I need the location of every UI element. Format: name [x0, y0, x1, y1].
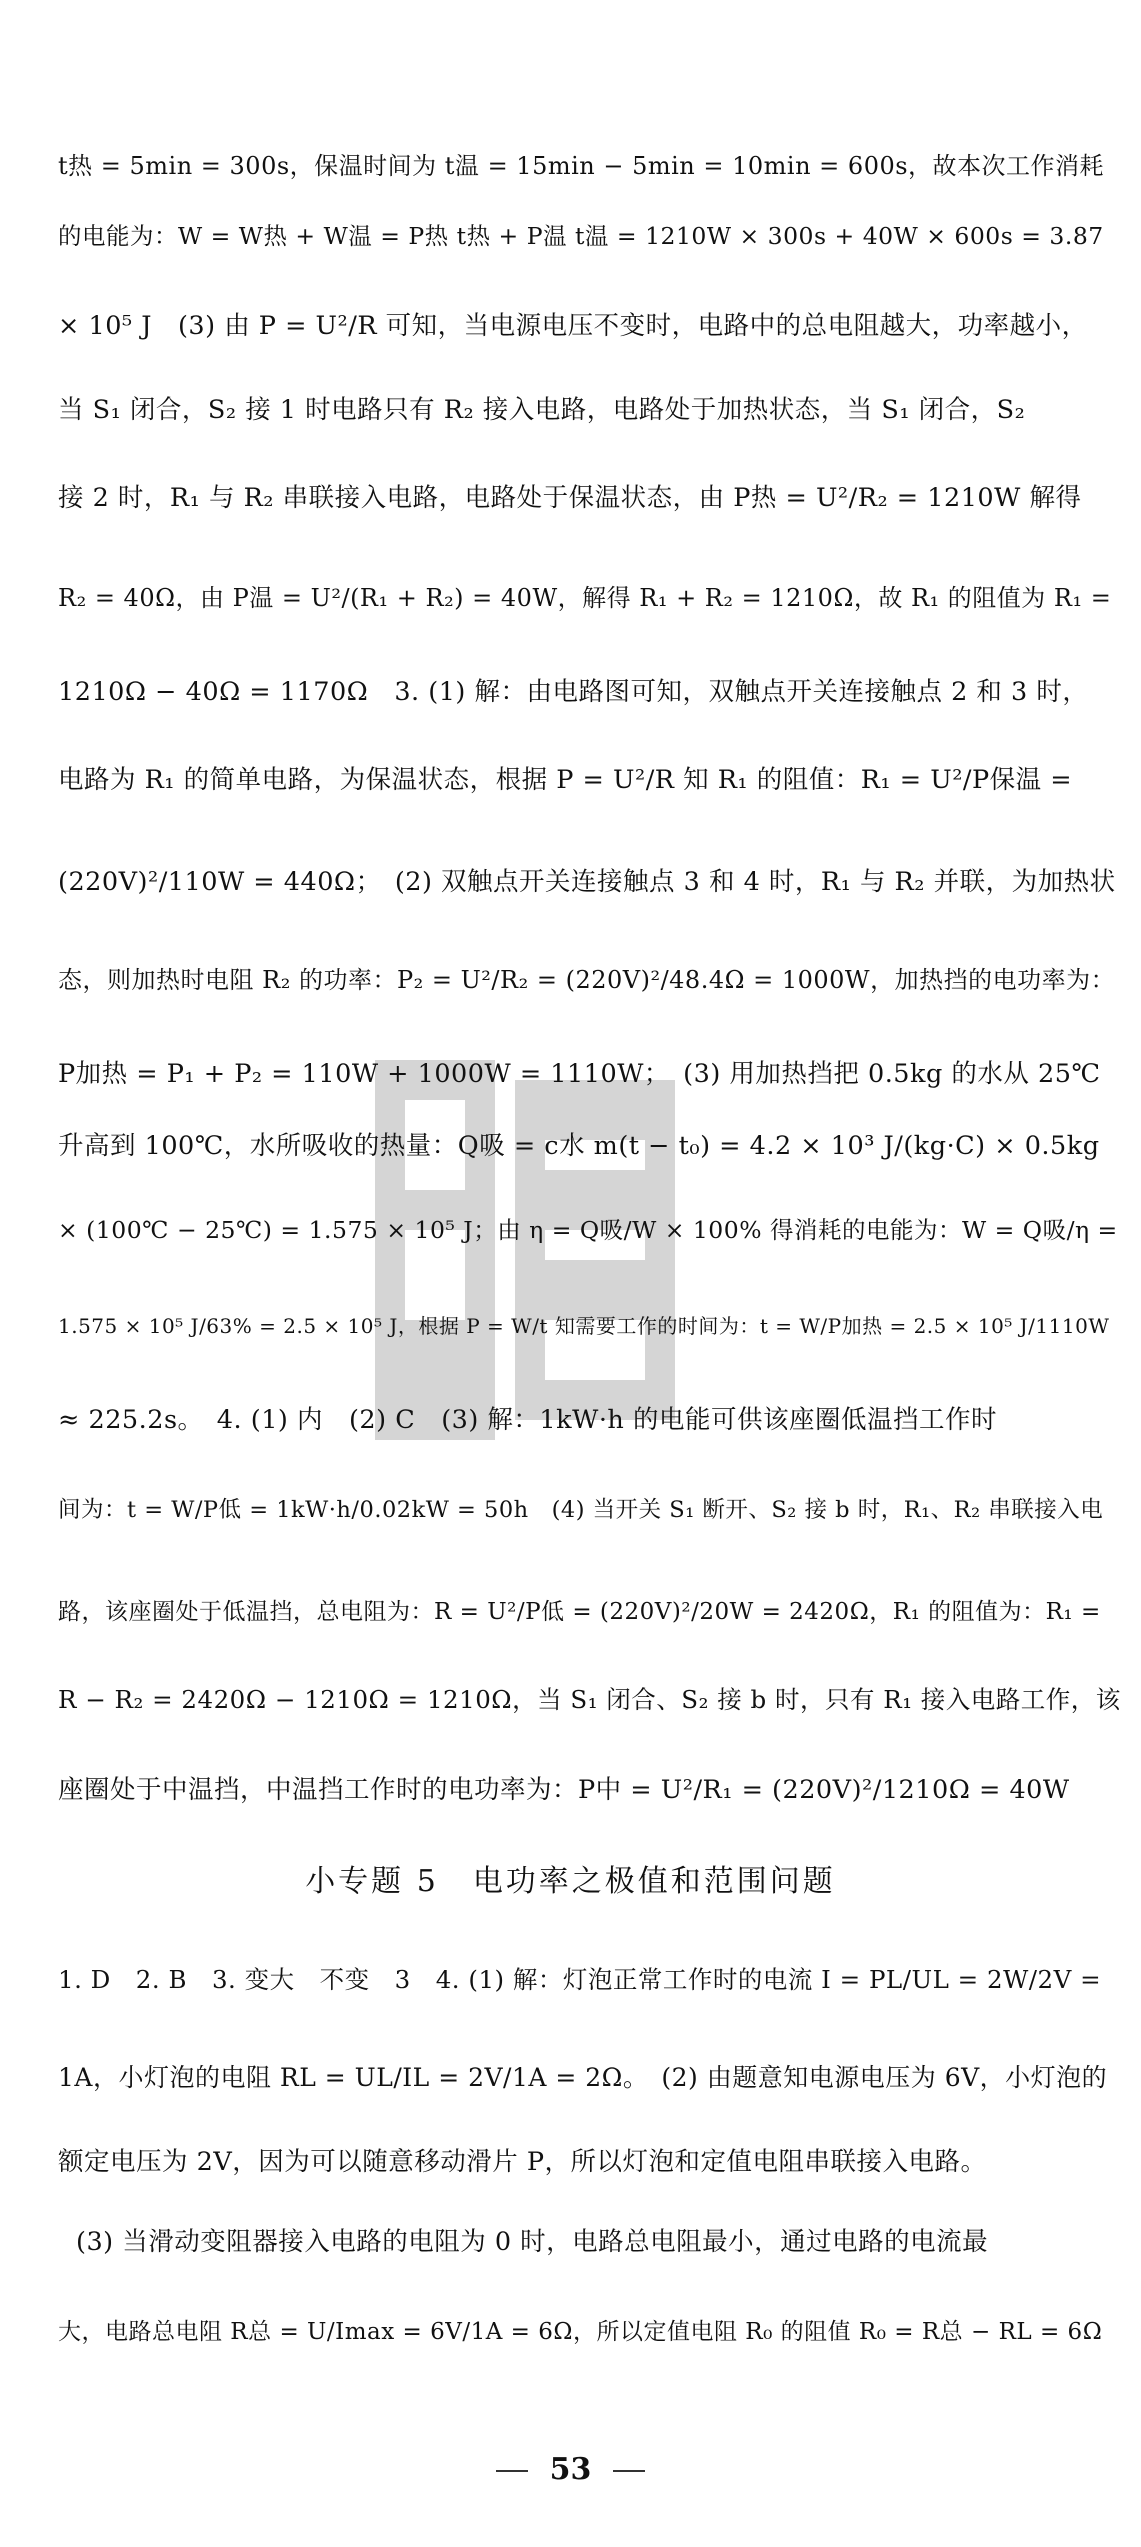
text-line: × 10⁵ J (3) 由 P = U²/R 可知，当电源电压不变时，电路中的总电阻越大，功率越小， — [58, 311, 1088, 341]
text-line: 电路为 R₁ 的简单电路，为保温状态，根据 P = U²/R 知 R₁ 的阻值：R₁ = U²/P保温 = — [58, 765, 1073, 795]
text-line: ≈ 225.2s。 4. (1) 内 (2) C (3) 解：1kW·h 的电能可供该座圈低温挡工作时 — [58, 1405, 997, 1435]
text-line: 座圈处于中温挡，中温挡工作时的电功率为：P中 = U²/R₁ = (220V)²/1210Ω = 40W — [58, 1775, 1070, 1805]
text-line: (220V)²/110W = 440Ω； (2) 双触点开关连接触点 3 和 4 时，R₁ 与 R₂ 并联，为加热状 — [58, 867, 1116, 897]
text-line: 当 S₁ 闭合，S₂ 接 1 时电路只有 R₂ 接入电路，电路处于加热状态，当 S₁ 闭合，S₂ — [58, 395, 1026, 425]
page-footer — [0, 2450, 1141, 2490]
text-line: R₂ = 40Ω，由 P温 = U²/(R₁ + R₂) = 40W，解得 R₁ + R₂ = 1210Ω，故 R₁ 的阻值为 R₁ = — [58, 584, 1112, 612]
text-line: t热 = 5min = 300s，保温时间为 t温 = 15min − 5min = 10min = 600s，故本次工作消耗 — [58, 152, 1105, 180]
text-line: 接 2 时，R₁ 与 R₂ 串联接入电路，电路处于保温状态，由 P热 = U²/R₂ = 1210W 解得 — [58, 483, 1082, 513]
text-line: 大，电路总电阻 R总 = U/Imax = 6V/1A = 6Ω，所以定值电阻 R₀ 的阻值 R₀ = R总 − RL = 6Ω — [58, 2319, 1103, 2345]
text-line: P加热 = P₁ + P₂ = 110W + 1000W = 1110W； (3) 用加热挡把 0.5kg 的水从 25℃ — [58, 1059, 1101, 1089]
gift-watermark-icon — [375, 1060, 675, 1440]
text-line: 态，则加热时电阻 R₂ 的功率：P₂ = U²/R₂ = (220V)²/48.4Ω = 1000W，加热挡的电功率为： — [58, 966, 1116, 994]
section-title-text: 电功率之极值和范围问题 — [472, 1864, 836, 1899]
text-line: × (100℃ − 25℃) = 1.575 × 10⁵ J；由 η = Q吸/W × 100% 得消耗的电能为：W = Q吸/η = — [58, 1216, 1118, 1244]
text-line: 1. D 2. B 3. 变大 不变 3 4. (1) 解：灯泡正常工作时的电流 I = PL/UL = 2W/2V = — [58, 1965, 1102, 1994]
page-number: 53 — [549, 2452, 592, 2487]
text-line: 路，该座圈处于低温挡，总电阻为：R = U²/P低 = (220V)²/20W = 2420Ω，R₁ 的阻值为：R₁ = — [58, 1599, 1101, 1625]
text-line: 1A，小灯泡的电阻 RL = UL/IL = 2V/1A = 2Ω。 (2) 由题意知电源电压为 6V，小灯泡的 — [58, 2063, 1108, 2092]
section-title-number: 小专题 5 — [305, 1864, 439, 1899]
text-line: 1210Ω − 40Ω = 1170Ω 3. (1) 解：由电路图可知，双触点开关连接触点 2 和 3 时， — [58, 677, 1089, 707]
text-line: 升高到 100℃，水所吸收的热量：Q吸 = c水 m(t − t₀) = 4.2 × 10³ J/(kg·C) × 0.5kg — [58, 1131, 1100, 1161]
text-line: 的电能为：W = W热 + W温 = P热 t热 + P温 t温 = 1210W × 300s + 40W × 600s = 3.87 — [58, 222, 1104, 250]
footer-dash-left — [496, 2470, 528, 2472]
text-line: 1.575 × 10⁵ J/63% = 2.5 × 10⁵ J，根据 P = W/t 知需要工作的时间为：t = W/P加热 = 2.5 × 10⁵ J/1110W — [58, 1314, 1110, 1338]
text-line: (3) 当滑动变阻器接入电路的电阻为 0 时，电路总电阻最小，通过电路的电流最 — [76, 2227, 989, 2257]
footer-dash-right — [613, 2470, 645, 2472]
text-line: 额定电压为 2V，因为可以随意移动滑片 P，所以灯泡和定值电阻串联接入电路。 — [58, 2147, 987, 2177]
text-line: R − R₂ = 2420Ω − 1210Ω = 1210Ω，当 S₁ 闭合、S₂ 接 b 时，只有 R₁ 接入电路工作，该 — [58, 1685, 1121, 1714]
text-line: 间为：t = W/P低 = 1kW·h/0.02kW = 50h (4) 当开关 S₁ 断开、S₂ 接 b 时，R₁、R₂ 串联接入电 — [58, 1497, 1104, 1523]
section-title — [0, 1860, 1141, 1904]
